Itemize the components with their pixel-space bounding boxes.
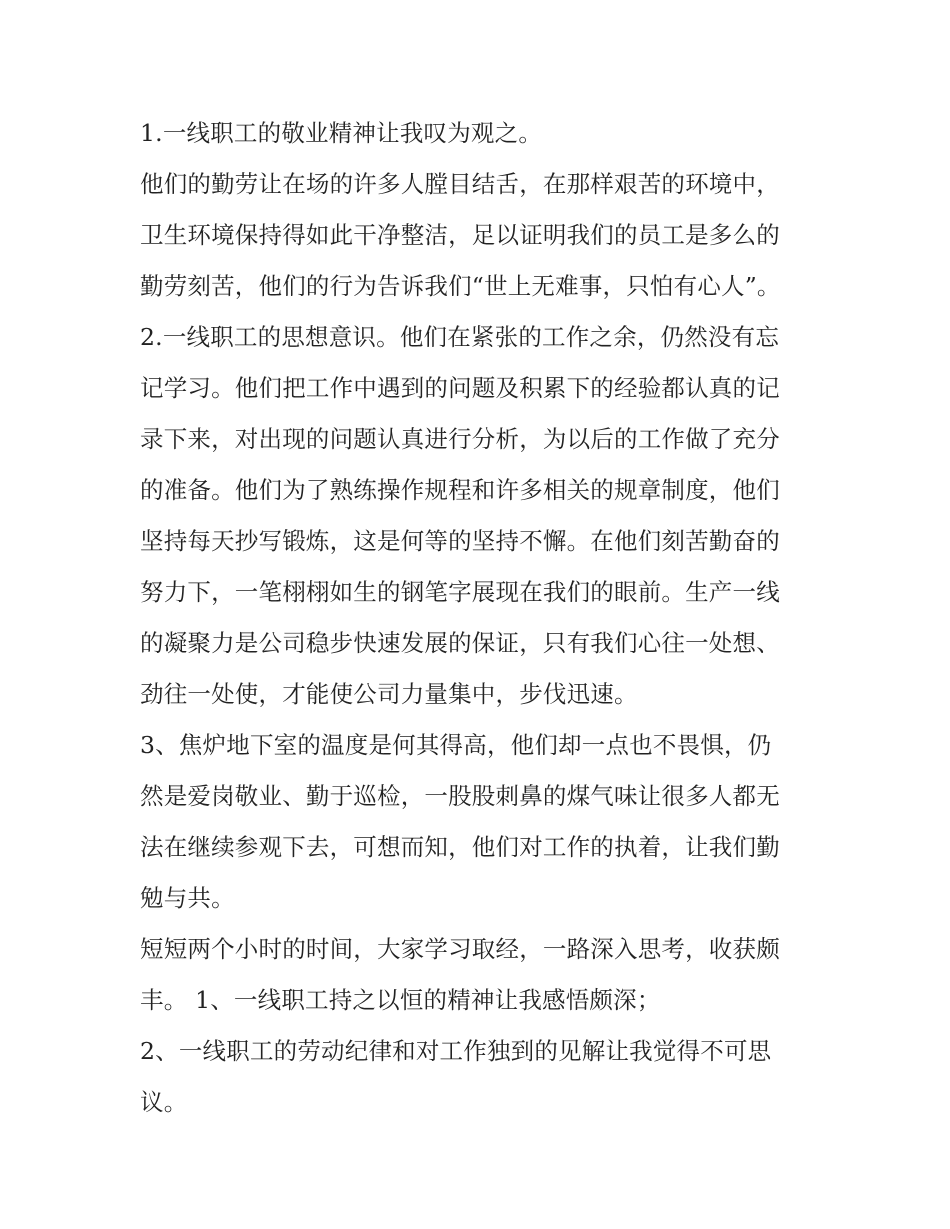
document-body [140, 108, 820, 1128]
text-line-5: 2.一线职工的思想意识。他们在紧张的工作之余，仍然没有忘 [140, 323, 780, 351]
text-line-15: 法在继续参观下去，可想而知，他们对工作的执着，让我们勤 [140, 833, 780, 861]
text-line-6: 记学习。他们把工作中遇到的问题及积累下的经验都认真的记 [140, 374, 780, 402]
text-line-20: 议。 [140, 1088, 188, 1116]
text-line-4: 勤劳刻苦，他们的行为告诉我们“世上无难事，只怕有心人”。 [140, 272, 781, 300]
text-line-9: 坚持每天抄写锻炼，这是何等的坚持不懈。在他们刻苦勤奋的 [140, 527, 780, 555]
text-line-14: 然是爱岗敬业、勤于巡检，一股股刺鼻的煤气味让很多人都无 [140, 782, 780, 810]
text-line-2: 他们的勤劳让在场的许多人膛目结舌，在那样艰苦的环境中， [140, 170, 780, 198]
text-line-1: 1.一线职工的敬业精神让我叹为观之。 [140, 119, 543, 147]
text-line-10: 努力下，一笔栩栩如生的钢笔字展现在我们的眼前。生产一线 [140, 578, 780, 606]
text-line-12: 劲往一处使，才能使公司力量集中，步伐迅速。 [140, 680, 638, 708]
text-line-18: 丰。 1、一线职工持之以恒的精神让我感悟颇深； [140, 986, 661, 1014]
text-line-16: 勉与共。 [140, 884, 235, 912]
text-line-11: 的凝聚力是公司稳步快速发展的保证，只有我们心往一处想、 [140, 629, 780, 657]
text-line-3: 卫生环境保持得如此干净整洁，足以证明我们的员工是多么的 [140, 221, 780, 249]
text-line-7: 录下来，对出现的问题认真进行分析，为以后的工作做了充分 [140, 425, 780, 453]
text-line-13: 3、焦炉地下室的温度是何其得高，他们却一点也不畏惧，仍 [140, 731, 772, 759]
text-line-8: 的准备。他们为了熟练操作规程和许多相关的规章制度，他们 [140, 476, 780, 504]
text-line-17: 短短两个小时的时间，大家学习取经，一路深入思考，收获颇 [140, 935, 780, 963]
text-line-19: 2、一线职工的劳动纪律和对工作独到的见解让我觉得不可思 [140, 1037, 772, 1065]
